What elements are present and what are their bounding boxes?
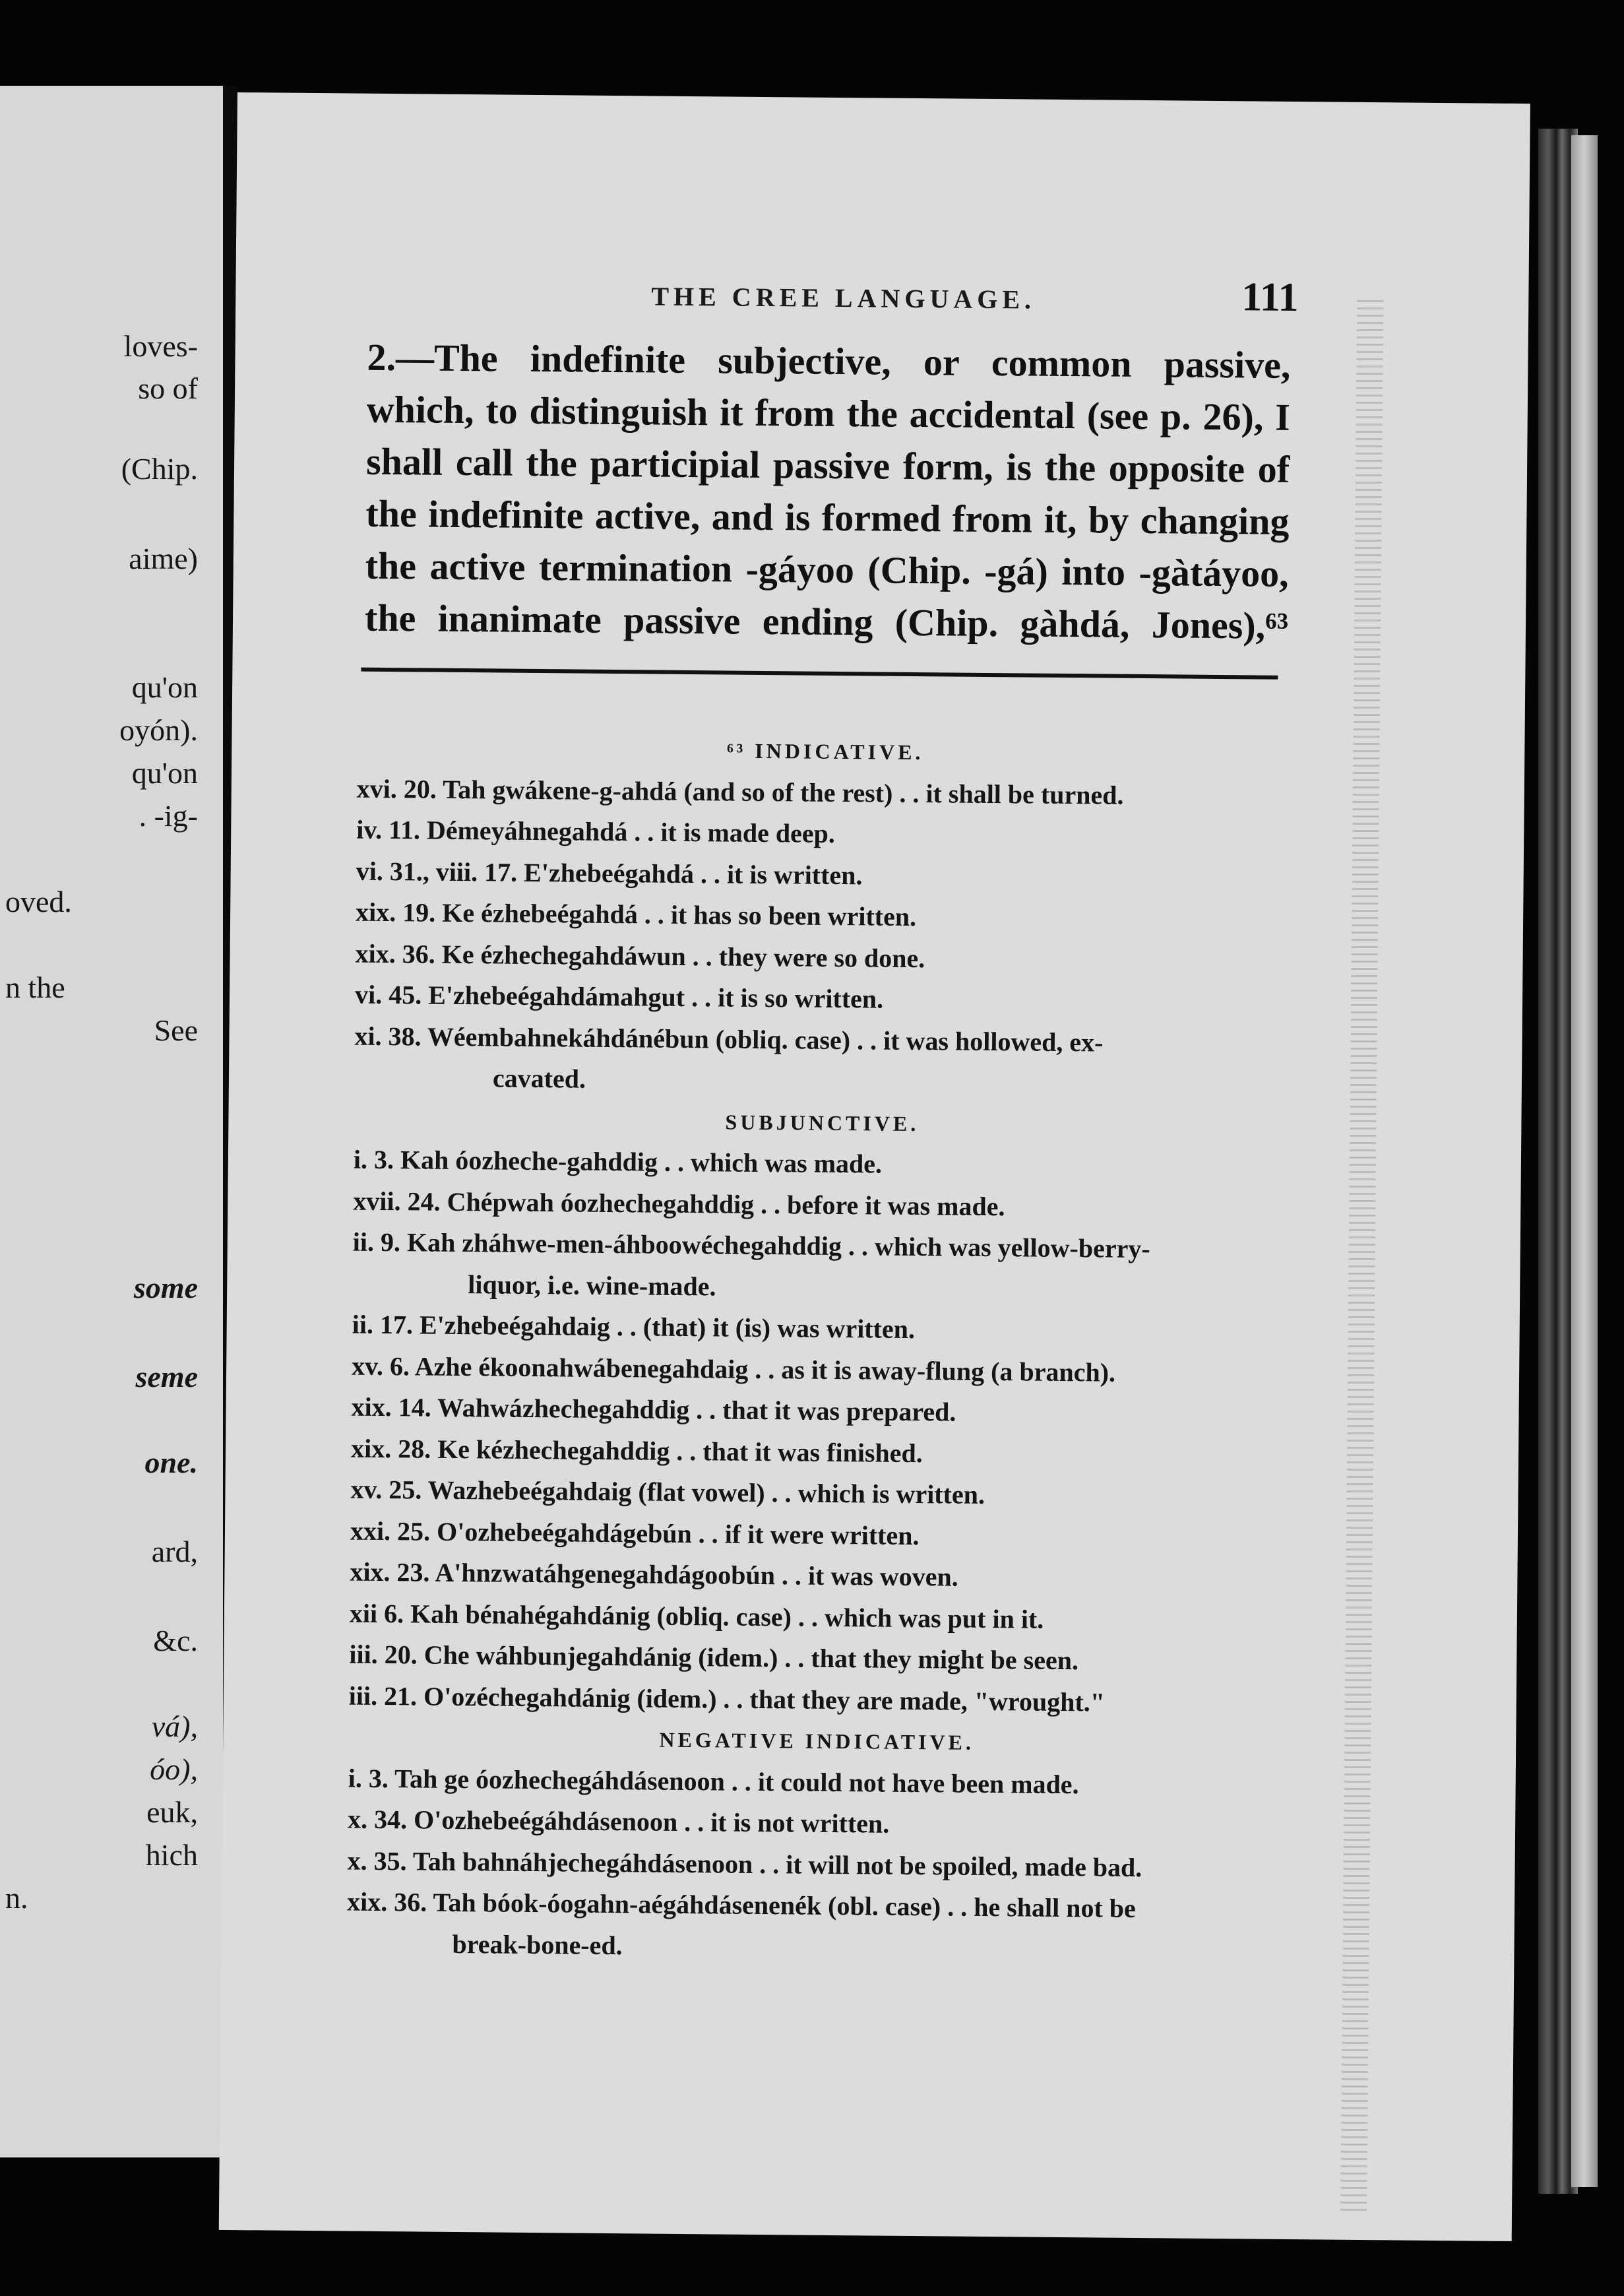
section-heading-subjunctive: SUBJUNCTIVE. [725,1110,920,1135]
example-line: xv. 6. Azhe ékoonahwábenegahdaig . . as it is away-flung (a branch). [351,1351,1116,1387]
example-line: xv. 25. Wazhebeégahdaig (flat vowel) . . which is written. [350,1474,985,1510]
text-line: 2.—The indefinite subjective, or common passive, [367,335,1291,387]
example-line: xi. 38. Wéembahnekáhdánébun (obliq. case) . . it was hollowed, ex- [354,1021,1104,1058]
example-line: xxi. 25. O'ozhebeégahdágebún . . if it were written. [350,1515,920,1550]
example-line: xix. 28. Ke kézhechegahddig . . that it was finished. [350,1433,923,1468]
running-head: THE CREE LANGUAGE. [651,281,1036,315]
text-line: the indefinite active, and is formed from it, by changing [365,492,1290,543]
left-fragment: See [154,1013,198,1047]
example-line: xvi. 20. Tah gwákene-g-ahdá (and so of the rest) . . it shall be turned. [356,773,1124,810]
section-heading-negative-indicative: NEGATIVE INDICATIVE. [659,1727,975,1754]
example-line: xii 6. Kah bénahégahdánig (obliq. case) . . which was put in it. [349,1598,1044,1634]
example-line: xix. 14. Wahwázhechegahddig . . that it was prepared. [351,1391,956,1427]
text-line: shall call the participial passive form, is the opposite of [365,439,1290,491]
example-line: ii. 9. Kah zháhwe-men-áhboowéchegahddig . . which was yellow-berry- [352,1227,1150,1264]
left-fragment: &c. [153,1624,198,1657]
example-line-continuation: break-bone-ed. [452,1929,623,1960]
page-texture [1340,300,1383,2214]
left-fragment: n the [5,971,65,1004]
left-fragment: oved. [5,885,72,918]
footnote-rule [361,668,1278,680]
section-heading-indicative: ⁶³ INDICATIVE. [726,738,924,765]
left-fragment: seme [135,1360,198,1393]
left-fragment: euk, [146,1795,198,1829]
example-line: x. 34. O'ozhebeégáhdásenoon . . it is not written. [347,1804,890,1839]
left-fragment: . -ig- [139,799,198,833]
left-fragment: one. [144,1446,198,1479]
footnote-block [346,727,1294,1972]
text-line: which, to distinguish it from the accidental (see p. 26), I [366,387,1291,439]
example-line: iv. 11. Démeyáhnegahdá . . it is made deep. [356,814,836,848]
example-line: i. 3. Tah ge óozhechegáhdásenoon . . it could not have been made. [348,1763,1079,1799]
example-line: x. 35. Tah bahnáhjechegáhdásenoon . . it will not be spoiled, made bad. [347,1845,1142,1882]
example-line: xix. 36. Tah bóok-óogahn-aégáhdásenenék (obl. case) . . he shall not be [346,1886,1136,1923]
example-line: xvii. 24. Chépwah óozhechegahddig . . before it was made. [353,1186,1005,1221]
text-line: the active termination -gáyoo (Chip. -gá) into -gàtáyoo, [365,544,1289,595]
left-fragment: ard, [151,1535,198,1568]
example-line-continuation: liquor, i.e. wine-made. [468,1269,716,1301]
left-fragment: loves- [123,329,198,363]
main-page [219,92,1530,2241]
left-page [0,86,223,2157]
example-line: xix. 36. Ke ézhechegahdáwun . . they were so done. [355,938,925,973]
example-line: ii. 17. E'zhebeégahdaig . . (that) it (is) was written. [352,1309,916,1345]
left-fragment: aime) [129,542,198,575]
left-fragment: hich [145,1838,198,1872]
example-line: iii. 21. O'ozéchegahdánig (idem.) . . that they are made, "wrought." [348,1680,1106,1717]
left-fragment: some [133,1271,198,1304]
example-line: i. 3. Kah óozheche-gahddig . . which was made. [353,1144,883,1179]
example-line-continuation: cavated. [492,1063,586,1094]
left-fragment: oyón). [119,713,198,747]
left-fragment: (Chip. [121,452,198,486]
example-line: xix. 19. Ke ézhebeégahdá . . it has so been written. [355,897,917,932]
example-line: xix. 23. A'hnzwatáhgenegahdágoobún . . it was woven. [350,1556,958,1592]
left-fragment: vá), [151,1709,198,1743]
example-line: vi. 31., viii. 17. E'zhebeégahdá . . it is written. [356,856,863,890]
left-fragment: so of [138,371,198,405]
page-number: 111 [1241,274,1299,321]
text-line: the inanimate passive ending (Chip. gàhdá, Jones),⁶³ [364,596,1289,647]
example-line: iii. 20. Che wáhbunjegahdánig (idem.) . . that they might be seen. [349,1639,1079,1676]
left-fragment: n. [5,1881,28,1915]
left-fragment: qu'on [131,756,198,790]
left-fragment: qu'on [131,670,198,704]
left-fragment: óo), [150,1752,198,1786]
page-edges-light [1571,135,1598,2187]
main-paragraph [365,331,1291,652]
example-line: vi. 45. E'zhebeégahdámahgut . . it is so written. [354,979,884,1014]
